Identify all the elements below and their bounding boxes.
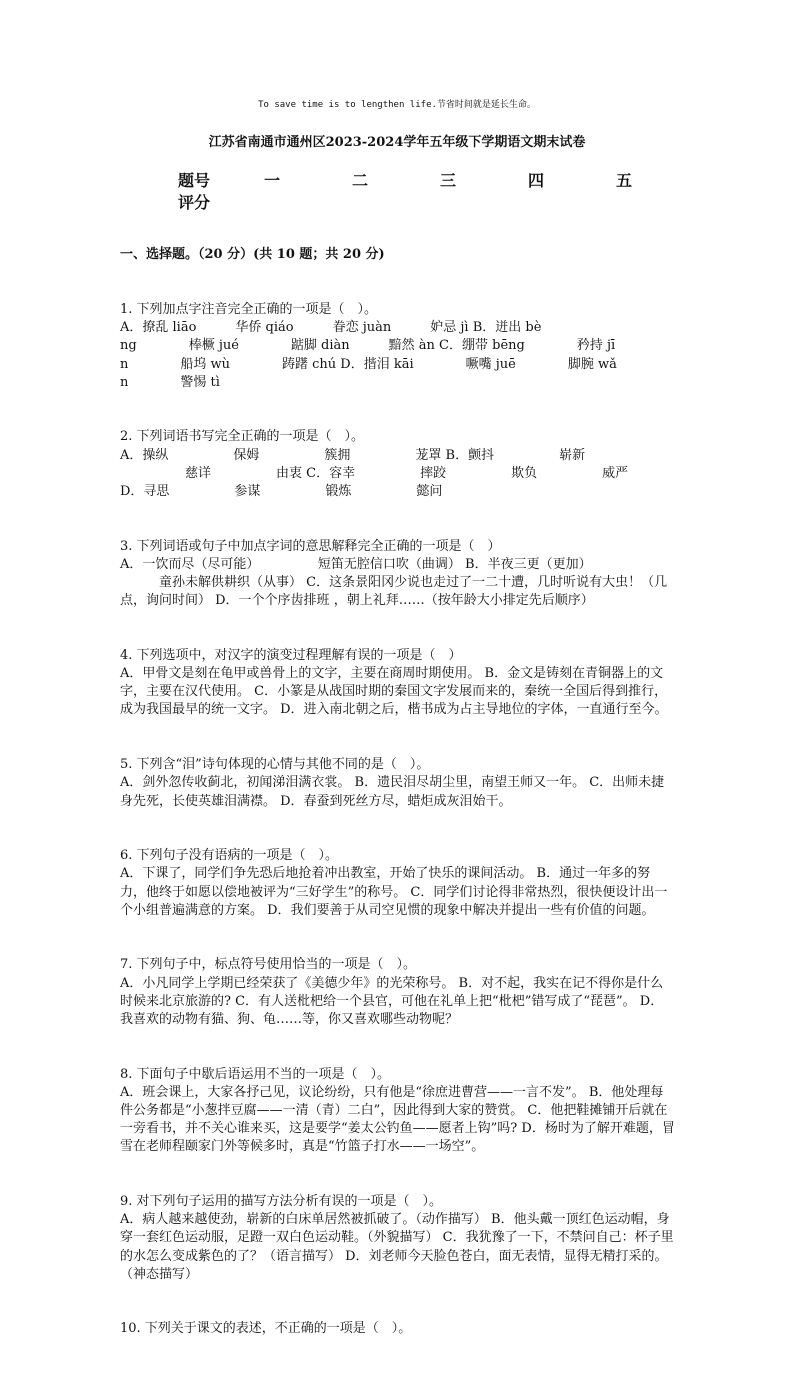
question-8: 8. 下面句子中歇后语运用不当的一项是（ ）。 A．班会课上，大家各抒己见，议论纷纷，只有他是“徐庶进曹营——一言不发”。 B．他处理每件公务都是“小葱拌豆腐——一清（青）二白”，因此得到大家的赞赏。 C．他把鞋摊铺开后就在一旁看书，并不关心谁来买，这是要学“姜太公钓鱼——愿者上钩”吗? D．杨时为了解开难题，冒雪在老师程颐家门外等候多时，真是“竹篮子打水——一场空”。 — [120, 1066, 675, 1155]
page-title: 江苏省南通市通州区2023-2024学年五年级下学期语文期末试卷 — [208, 135, 586, 150]
question-3: 3. 下列词语或句子中加点字词的意思解释完全正确的一项是（ ） A．一饮而尽（尽可能） 短笛无腔信口吹（曲调） B．半夜三更（更加） 童孙未解供耕织（从事） C．这条景阳冈少说也走过了一二十遭，几时听说有大虫！（几点，询问时间） D．一个个序齿排班 ，朝上礼拜……（按年龄大小排定先后顺序） — [120, 538, 668, 609]
question-10: 10. 下列关于课文的表述，不正确的一项是（ ）。 — [120, 1321, 412, 1337]
score-cell: 二 — [351, 171, 368, 190]
motto-header: To save time is to lengthen life.节省时间就是延长生命。 — [258, 100, 536, 110]
question-5: 5. 下列含“泪”诗句体现的心情与其他不同的是（ ）。 A．剑外忽传收蓟北，初闻涕泪满衣裳。 B．遗民泪尽胡尘里，南望王师又一年。 C．出师未捷身先死，长使英雄泪满襟。 D．春蚕到死丝方尽，蜡炬成灰泪始干。 — [120, 757, 665, 809]
score-cell: 评分 — [178, 193, 211, 212]
score-cell: 四 — [527, 171, 544, 190]
section-heading: 一、选择题。（20 分）(共 10 题；共 20 分) — [120, 247, 385, 263]
score-cell: 一 — [263, 171, 280, 190]
score-cell: 五 — [615, 171, 632, 190]
question-2: 2. 下列词语书写完全正确的一项是（ ）。 A．操纵 保姆 簇拥 茏罩 B．颤抖 崭新 慈详 由衷 C．容幸 摔跤 欺负 威严 D．寻思 参谋 锻炼 懿问 — [120, 429, 629, 500]
question-7: 7. 下列句子中，标点符号使用恰当的一项是（ ）。 A．小凡同学上学期已经荣获了《美德少年》的光荣称号。 B．对不起，我实在记不得你是什么时候来北京旅游的? C．有人送枇杷给一个县官，可他在礼单上把“枇杷”错写成了“琵琶”。 D．我喜欢的动物有猫、狗、龟……等，你又喜欢哪些动物呢？ — [120, 957, 664, 1027]
exam-body — [120, 210, 676, 1375]
question-9: 9. 对下列句子运用的描写方法分析有误的一项是（ ）。 A．病人越来越使劲，崭新的白床单居然被抓破了。（动作描写） B．他头戴一顶红色运动帽，身穿一套红色运动服，足蹬一双白色运动鞋。（外貌描写） C．我犹豫了一下，不禁问自己：杯子里的水怎么变成紫色的了？（语言描写） D．刘老师今天脸色苍白，面无表情，显得无精打采的。（神态描写） — [120, 1193, 674, 1282]
score-cell: 三 — [439, 171, 456, 190]
question-6: 6. 下列句子没有语病的一项是（ ）。 A．下课了，同学们争先恐后地抢着冲出教室，开始了快乐的课间活动。 B．通过一年多的努力，他终于如愿以偿地被评为“三好学生”的称号。 C．同学们讨论得非常热烈，很快便设计出一个小组普遍满意的方案。 D．我们要善于从司空见惯的现象中解决并提出一些有价值的问题。 — [120, 848, 668, 918]
score-table — [178, 168, 668, 212]
score-cell: 题号 — [178, 171, 211, 190]
question-1: 1. 下列加点字注音完全正确的一项是（ ）。 A．撩乱 liāo 华侨 qiáo 眷恋 juàn 妒忌 jì B．迸出 bè ng 棒橛 jué 踮脚 diàn 黯然 àn C．绷带 bēng 矜持 jī n 船坞 wù 踌躇 chú D．揩泪 kāi 噘嘴 juē 脚腕 wǎ n 警惕 tì — [120, 302, 617, 390]
question-4: 4. 下列选项中，对汉字的演变过程理解有误的一项是（ ） A．甲骨文是刻在龟甲或兽骨上的文字，主要在商周时期使用。 B．金文是铸刻在青铜器上的文字，主要在汉代使用。 C．小篆是从战国时期的秦国文字发展而来的，秦统一全国后得到推行，成为我国最早的统一文字。 D．进入南北朝之后，楷书成为占主导地位的字体，一直通行至今。 — [120, 647, 668, 718]
score-table-row-score — [178, 190, 668, 212]
score-table-row-header — [178, 168, 668, 190]
